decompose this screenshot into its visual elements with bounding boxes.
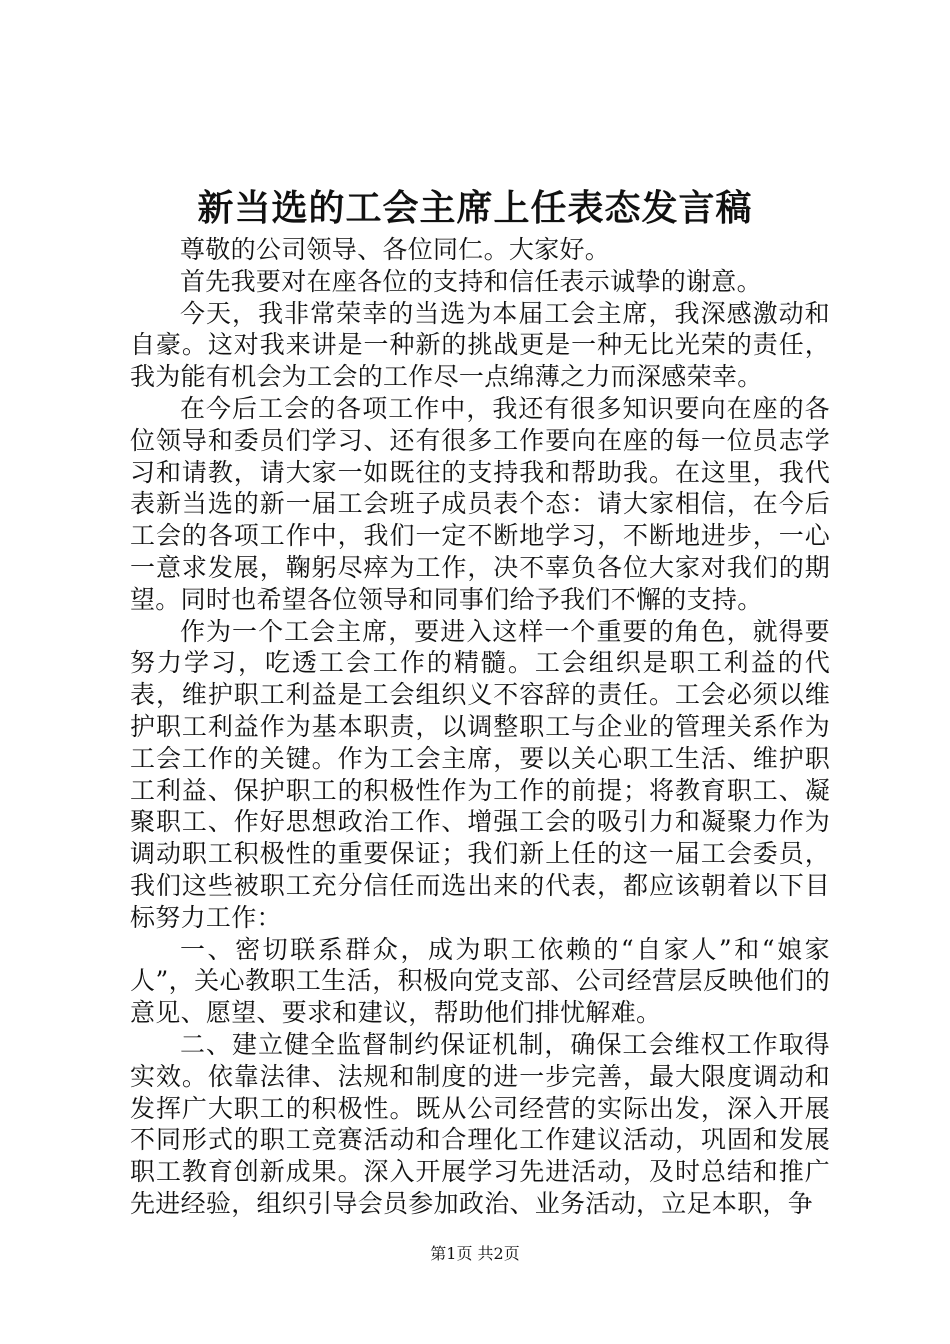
paragraph-goal-one: 一、密切联系群众，成为职工依赖的“自家人”和“娘家人”，关心教职工生活，积极向党支部、公司经营层反映他们的意见、愿望、要求和建议，帮助他们排忧解难。 [130, 934, 830, 1028]
page-number-footer: 第1页 共2页 [430, 1244, 520, 1263]
paragraph-commitment: 在今后工会的各项工作中，我还有很多知识要向在座的各位领导和委员们学习、还有很多工作要向在座的每一位员志学习和请教，请大家一如既往的支持我和帮助我。在这里，我代表新当选的新一届工会班子成员表个态：请大家相信，在今后工会的各项工作中，我们一定不断地学习，不断地进步，一心一意求发展，鞠躬尽瘁为工作，决不辜负各位大家对我们的期望。同时也希望各位领导和同事们给予我们不懈的支持。 [130, 393, 830, 614]
paragraph-greeting: 尊敬的公司领导、各位同仁。大家好。 [180, 235, 611, 264]
paragraph-thanks: 首先我要对在座各位的支持和信任表示诚挚的谢意。 [180, 266, 762, 296]
paragraph-honor: 今天，我非常荣幸的当选为本届工会主席，我深感激动和自豪。这对我来讲是一种新的挑战更是一种无比光荣的责任，我为能有机会为工会的工作尽一点绵薄之力而深感荣幸。 [130, 298, 830, 392]
paragraph-goal-two: 二、建立健全监督制约保证机制，确保工会维权工作取得实效。依靠法律、法规和制度的进一步完善，最大限度调动和发挥广大职工的积极性。既从公司经营的实际出发，深入开展不同形式的职工竞赛活动和合理化工作建议活动，巩固和发展职工教育创新成果。深入开展学习先进活动，及时总结和推广先进经验，组织引导会员参加政治、业务活动，立足本职，争 [130, 1029, 830, 1218]
document-body [130, 234, 830, 1220]
document-title: 新当选的工会主席上任表态发言稿 [197, 187, 753, 229]
paragraph-role: 作为一个工会主席，要进入这样一个重要的角色，就得要努力学习，吃透工会工作的精髓。工会组织是职工利益的代表，维护职工利益是工会组织义不容辞的责任。工会必须以维护职工利益作为基本职责，以调整职工与企业的管理关系作为工会工作的关键。作为工会主席，要以关心职工生活、维护职工利益、保护职工的积极性作为工作的前提；将教育职工、凝聚职工、作好思想政治工作、增强工会的吸引力和凝聚力作为调动职工积极性的重要保证；我们新上任的这一届工会委员，我们这些被职工充分信任而选出来的代表，都应该朝着以下目标努力工作： [130, 616, 830, 932]
